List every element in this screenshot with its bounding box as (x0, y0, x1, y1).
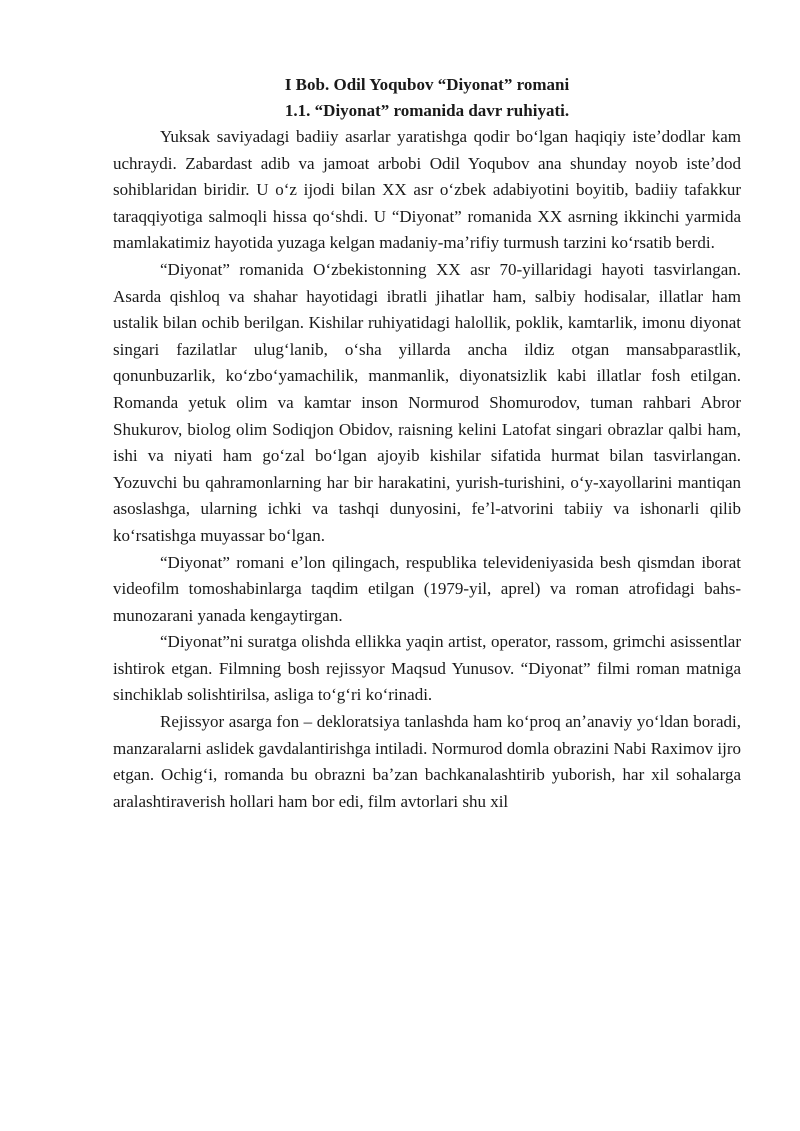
paragraph-5: Rejissyor asarga fon – dekloratsiya tanlashda ham koʻproq anʼanaviy yoʻldan boradi, manzaralarni aslidek gavdalantirishga intiladi. Normurod domla obrazini Nabi Raximov ijro etgan. Ochigʻi, romanda bu obrazni baʼzan bachkanalashtirib yuborish, har xil sohalarga aralashtiraverish hollari ham bor edi, film avtorlari shu xil (113, 712, 741, 811)
document-page (113, 72, 741, 815)
chapter-title: I Bob. Odil Yoqubov “Diyonat” romani (284, 75, 570, 94)
section-title: 1.1. “Diyonat” romanida davr ruhiyati. (284, 101, 570, 120)
paragraph-1: Yuksak saviyadagi badiiy asarlar yaratishga qodir boʻlgan haqiqiy isteʼdodlar kam uchraydi. Zabardast adib va jamoat arbobi Odil Yoqubov ana shunday noyob isteʼdod sohiblaridan biridir. U oʻz ijodi bilan XX asr oʻzbek adabiyotini boyitib, badiiy tafakkur taraqqiyotiga salmoqli hissa qoʻshdi. U “Diyonat” romanida XX asrning ikkinchi yarmida mamlakatimiz hayotida yuzaga kelgan madaniy-maʼrifiy turmush tarzini koʻrsatib berdi. (113, 127, 741, 253)
paragraph-2: “Diyonat” romanida Oʻzbekistonning XX asr 70-yillaridagi hayoti tasvirlangan. Asarda qishloq va shahar hayotidagi ibratli jihatlar ham, salbiy hodisalar, illatlar ham ustalik bilan ochib berilgan. Kishilar ruhiyatidagi halollik, poklik, kamtarlik, imonu diyonat singari fazilatlar ulugʻlanib, oʻsha yillarda ancha ildiz otgan mansabparastlik, qonunbuzarlik, koʻzboʻyamachilik, manmanlik, diyonatsizlik kabi illatlar fosh etilgan. Romanda yetuk olim va kamtar inson Normurod Shomurodov, tuman rahbari Abror Shukurov, biolog olim Sodiqjon Obidov, raisning kelini Latofat singari obrazlar qalbi ham, ishi va niyati ham goʻzal boʻlgan ajoyib kishilar sifatida hurmat bilan tasvirlangan. Yozuvchi bu qahramonlarning har bir harakatini, yurish-turishini, oʻy-xayollarini mantiqan asoslashga, ularning ichki va tashqi dunyosini, feʼl-atvorini tabiiy va ishonarli qilib koʻrsatishga muyassar boʻlgan. (113, 259, 741, 545)
paragraph-4: “Diyonat”ni suratga olishda ellikka yaqin artist, operator, rassom, grimchi asissentlar ishtirok etgan. Filmning bosh rejissyor Maqsud Yunusov. “Diyonat” filmi roman matniga sinchiklab solishtirilsa, asliga toʻgʻri koʻrinadi. (113, 632, 741, 705)
paragraph-3: “Diyonat” romani eʼlon qilingach, respublika televideniyasida besh qismdan iborat videofilm tomoshabinlarga taqdim etilgan (1979-yil, aprel) va roman atrofidagi bahs-munozarani yanada kengaytirgan. (113, 552, 741, 625)
